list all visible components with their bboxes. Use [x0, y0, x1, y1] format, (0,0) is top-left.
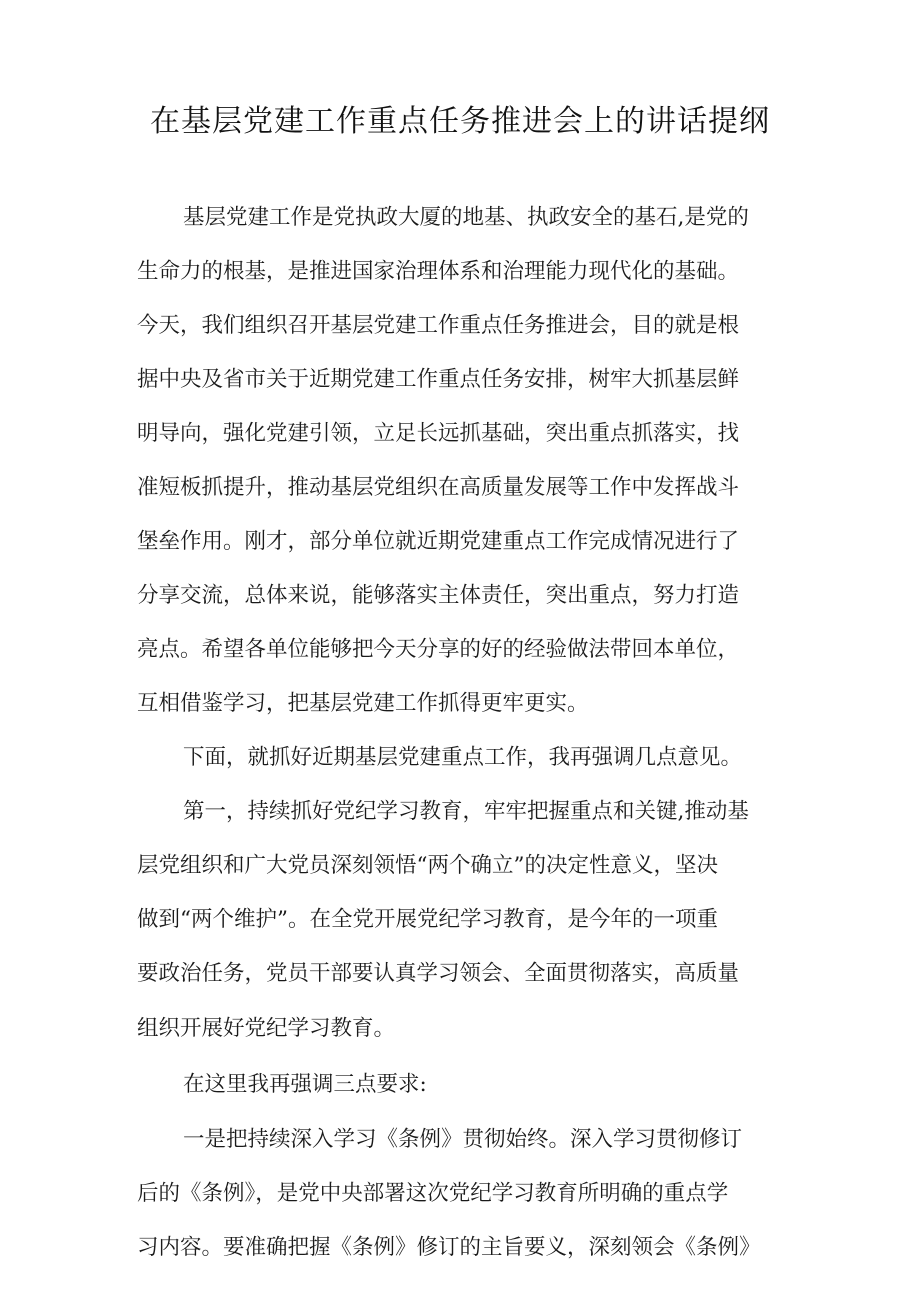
document-body: [137, 191, 797, 1275]
paragraph-line: 基层党建工作是党执政大厦的地基、执政安全的基石,是党的: [183, 205, 749, 230]
paragraph-line: 今天，我们组织召开基层党建工作重点任务推进会，目的就是根: [137, 313, 740, 338]
paragraph-line: 据中央及省市关于近期党建工作重点任务安排，树牢大抓基层鲜: [137, 367, 740, 392]
paragraph-line: 做到“两个维护”。在全党开展党纪学习教育，是今年的一项重: [137, 907, 718, 932]
paragraph-line: 亮点。希望各单位能够把今天分享的好的经验做法带回本单位，: [137, 637, 740, 662]
paragraph-line: 层党组织和广大党员深刻领悟“两个确立”的决定性意义，坚决: [137, 853, 718, 878]
paragraph-line: 要政治任务，党员干部要认真学习领会、全面贯彻落实，高质量: [137, 961, 740, 986]
paragraph-line: 后的《条例》，是党中央部署这次党纪学习教育所明确的重点学: [137, 1181, 729, 1206]
paragraph-line: 互相借鉴学习，把基层党建工作抓得更牢更实。: [137, 691, 589, 716]
paragraph-line: 生命力的根基，是推进国家治理体系和治理能力现代化的基础。: [137, 259, 740, 284]
paragraph-line: 组织开展好党纪学习教育。: [137, 1016, 396, 1041]
paragraph-line: 第一，持续抓好党纪学习教育，牢牢把握重点和关键,推动基: [183, 799, 749, 824]
paragraph-line: 分享交流，总体来说，能够落实主体责任，突出重点，努力打造: [137, 583, 740, 608]
paragraph-line: 一是把持续深入学习《条例》贯彻始终。深入学习贯彻修订: [183, 1127, 743, 1152]
document-title: 在基层党建工作重点任务推进会上的讲话提纲: [150, 104, 770, 139]
paragraph-line: 在这里我再强调三点要求:: [183, 1072, 427, 1097]
paragraph-line: 习内容。要准确把握《条例》修订的主旨要义，深刻领会《条例》: [137, 1235, 761, 1260]
paragraph-line: 明导向，强化党建引领，立足长远抓基础，突出重点抓落实，找: [137, 421, 740, 446]
paragraph-line: 准短板抓提升，推动基层党组织在高质量发展等工作中发挥战斗: [137, 475, 740, 500]
paragraph-line: 下面，就抓好近期基层党建重点工作，我再强调几点意见。: [183, 745, 743, 770]
paragraph-line: 堡垒作用。刚才，部分单位就近期党建重点工作完成情况进行了: [137, 529, 740, 554]
